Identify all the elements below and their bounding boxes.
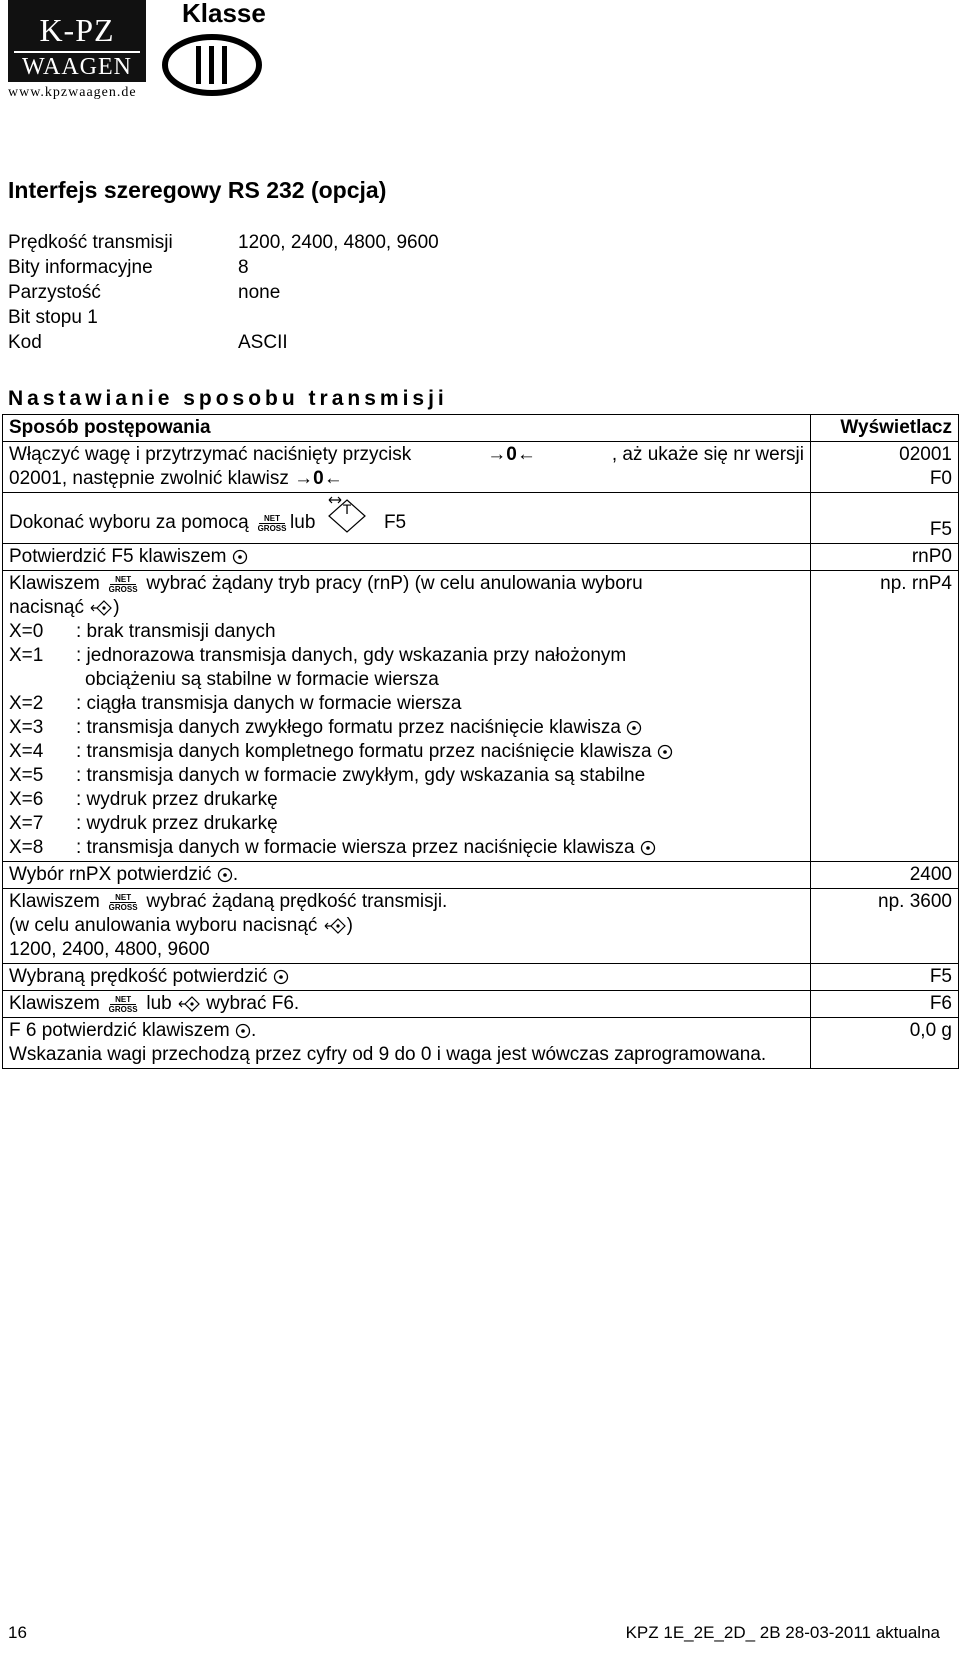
display-value: F5 [929,966,952,987]
mode-row [9,620,804,644]
section-title: Nastawianie sposobu transmisji [8,387,448,410]
logo-box [8,0,146,82]
klasse-badge [170,0,270,95]
gross-label: GROSS [257,523,287,533]
step-line [9,1019,804,1043]
param-label: Prędkość transmisji [8,232,173,253]
step-text: wybrać F6. [206,993,300,1014]
table-row [3,862,959,889]
step-text: wybrać żądany tryb pracy (rnP) (w celu anulowania wyboru [146,573,643,594]
mode-row [9,668,804,692]
step-text: , aż ukaże się nr wersji [611,444,804,465]
display-cell [811,442,959,493]
table-row [3,889,959,964]
param-value: none [238,282,281,303]
display-cell [811,862,959,889]
step-line: 1200, 2400, 4800, 9600 [9,939,210,960]
param-value: 1200, 2400, 4800, 9600 [238,232,439,253]
step-text: Włączyć wagę i przytrzymać naciśnięty przycisk [9,444,412,465]
procedure-table [2,414,959,1069]
confirm-key-icon [626,720,642,736]
step-line [9,572,804,596]
step-cell [3,571,811,862]
table-row [3,493,959,544]
step-text: (w celu anulowania wyboru nacisnąć [9,915,318,936]
page-number: 16 [8,1623,27,1642]
display-cell [811,571,959,862]
table-row [3,1018,959,1069]
mode-desc: : wydruk przez drukarkę [76,813,278,834]
mode-row [9,788,804,812]
display-value: 0,0 g [909,1020,952,1041]
mode-desc: : wydruk przez drukarkę [76,789,278,810]
klasse-label: Klasse [182,0,266,28]
mode-key: X=7 [9,813,44,834]
zero-key-icon: →0← [487,444,536,465]
mode-desc: : jednorazowa transmisja danych, gdy wskazania przy nałożonym [76,645,627,666]
step-text: ) [113,597,120,618]
mode-desc-text: : transmisja danych w formacie wiersza przez naciśnięcie klawisza [76,837,635,858]
mode-key: X=1 [9,645,44,666]
param-label: Parzystość [8,282,101,303]
display-value: np. 3600 [878,891,952,912]
mode-row [9,812,804,836]
mode-desc [76,740,673,764]
gross-label: GROSS [108,1004,138,1014]
mode-desc: : ciągła transmisja danych w formacie wiersza [76,693,462,714]
display-value: np. rnP4 [880,573,952,594]
param-label: Bit stopu 1 [8,307,98,328]
step-cell [3,964,811,991]
mode-row [9,716,804,740]
table-row [3,991,959,1018]
step-line [9,596,804,620]
step-line [9,914,804,938]
param-value: 8 [238,257,249,278]
mode-key: X=3 [9,717,44,738]
param-label: Kod [8,332,42,353]
mode-desc-text: : transmisja danych zwykłego formatu przez naciśnięcie klawisza [76,717,621,738]
step-cell [3,442,811,493]
print-key-icon [323,917,347,935]
logo-divider [14,51,140,53]
header-procedure: Sposób postępowania [3,415,811,442]
step-line [9,443,804,467]
step-text: Potwierdzić F5 klawiszem [9,546,227,567]
step-text: . [232,864,239,885]
mode-desc [76,836,656,860]
display-cell [811,1018,959,1069]
step-cell [3,991,811,1018]
mode-row [9,764,804,788]
mode-desc: : transmisja danych w formacie zwykłym, gdy wskazania są stabilne [76,765,646,786]
step-text: . [250,1020,257,1041]
table-header-row [3,415,959,442]
table-row [3,442,959,493]
step-text: F5 [383,512,407,533]
print-key-icon [177,995,201,1013]
net-gross-key-icon [107,995,139,1013]
mode-key: X=2 [9,693,44,714]
confirm-key-icon [273,969,289,985]
step-text: 02001, następnie zwolnić klawisz [9,468,289,489]
param-label: Bity informacyjne [8,257,153,278]
mode-key: X=5 [9,765,44,786]
step-text: Klawiszem [9,573,100,594]
display-value: 02001 [899,444,952,465]
step-text: Klawiszem [9,993,100,1014]
logo-text-kpz: K-PZ [39,12,115,48]
tare-key-icon [325,494,369,534]
net-label: NET [115,892,132,902]
mode-desc [76,716,642,740]
display-cell [811,889,959,964]
step-text: F 6 potwierdzić klawiszem [9,1020,230,1041]
step-line [9,467,804,491]
step-text: Klawiszem [9,891,100,912]
confirm-key-icon [232,549,248,565]
display-cell [811,991,959,1018]
page-title: Interfejs szeregowy RS 232 (opcja) [8,177,387,203]
logo-url: www.kpzwaagen.de [8,85,137,100]
logo-text-waagen: WAAGEN [22,54,132,80]
step-line: Wskazania wagi przechodzą przez cyfry od 9 do 0 i waga jest wówczas zaprogramowana. [9,1044,767,1065]
display-value: F6 [929,993,952,1014]
step-text: Wybór rnPX potwierdzić [9,864,212,885]
step-cell [3,889,811,964]
step-cell [3,544,811,571]
display-cell [811,964,959,991]
net-gross-key-icon [107,575,139,593]
param-value: ASCII [238,332,288,353]
display-value: rnP0 [911,546,952,567]
table-row [3,964,959,991]
net-label: NET [115,994,132,1004]
print-key-icon [89,599,113,617]
table-row [3,544,959,571]
mode-row [9,692,804,716]
gross-label: GROSS [108,902,138,912]
display-value: F0 [929,468,952,489]
mode-key: X=4 [9,741,44,762]
zero-key-icon: →0← [294,468,343,489]
net-label: NET [115,574,132,584]
step-text: wybrać żądaną prędkość transmisji. [146,891,448,912]
confirm-key-icon [217,867,233,883]
step-text: Wybraną prędkość potwierdzić [9,966,268,987]
step-cell [3,1018,811,1069]
step-text: ) [346,915,353,936]
step-text: lub [290,512,316,533]
mode-key: X=8 [9,837,44,858]
display-cell [811,493,959,544]
company-logo [8,0,148,102]
mode-desc: : brak transmisji danych [76,621,276,642]
mode-row [9,836,804,860]
step-text: Dokonać wyboru za pomocą [9,512,249,533]
document-id: KPZ 1E_2E_2D_ 2B 28-03-2011 aktualna [625,1623,940,1642]
confirm-key-icon [640,840,656,856]
header-display: Wyświetlacz [811,415,959,442]
mode-desc: obciążeniu są stabilne w formacie wiersza [85,669,439,690]
display-value: 2400 [909,864,952,885]
display-cell [811,544,959,571]
step-text: nacisnąć [9,597,84,618]
mode-key: X=6 [9,789,44,810]
step-text: lub [146,993,172,1014]
step-cell [3,862,811,889]
mode-row [9,644,804,668]
step-line [9,890,804,914]
klasse-iii-icon [162,28,262,98]
mode-desc-text: : transmisja danych kompletnego formatu przez naciśnięcie klawisza [76,741,652,762]
net-label: NET [264,513,281,523]
mode-row [9,740,804,764]
tare-label: T [342,501,351,517]
zero-key-label: 0 [313,468,324,489]
mode-key: X=0 [9,621,44,642]
net-gross-key-icon [107,893,139,911]
confirm-key-icon [657,744,673,760]
display-value: F5 [929,519,952,540]
net-gross-key-icon [256,514,288,532]
step-cell [3,493,811,544]
table-row [3,571,959,862]
gross-label: GROSS [108,584,138,594]
zero-key-label: 0 [506,444,517,465]
confirm-key-icon [235,1023,251,1039]
